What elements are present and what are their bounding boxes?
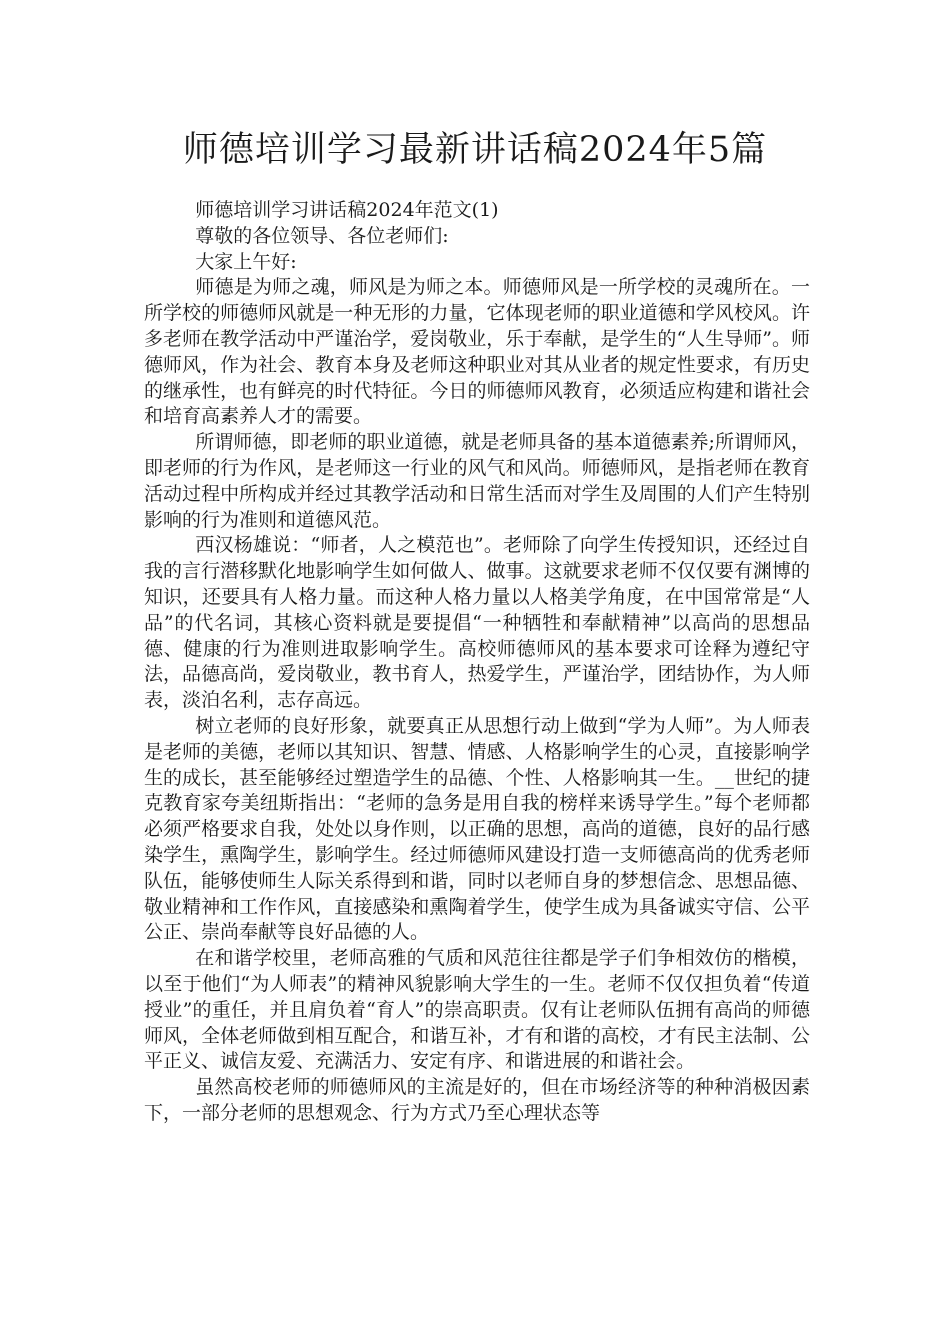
paragraph: 在和谐学校里，老师高雅的气质和风范往往都是学子们争相效仿的楷模，以至于他们“为人师表”的精神风貌影响大学生的一生。老师不仅仅担负着“传道授业”的重任，并且肩负着“育人”的崇高职责。仅有让老师队伍拥有高尚的师德师风，全体老师做到相互配合，和谐互补，才有和谐的高校，才有民主法制、公平正义、诚信友爱、充满活力、安定有序、和谐进展的和谐社会。: [144, 947, 810, 1073]
salutation: 尊敬的各位领导、各位老师们:: [195, 224, 449, 247]
paragraph: 西汉杨雄说：“师者，人之模范也”。老师除了向学生传授知识，还经过自我的言行潜移默化地影响学生如何做人、做事。这就要求老师不仅仅要有渊博的知识，还要具有人格力量。而这种人格力量以人格美学角度，在中国常常是“人品”的代名词，其核心资料就是要提倡“一种牺牲和奉献精神”以高尚的思想品德、健康的行为准则进取影响学生。高校师德师风的基本要求可诠释为遵纪守法，品德高尚，爱岗敬业，教书育人，热爱学生，严谨治学，团结协作，为人师表，淡泊名利，志存高远。: [144, 534, 810, 712]
document-body: [144, 198, 810, 1127]
paragraph: 虽然高校老师的师德师风的主流是好的，但在市场经济等的种种消极因素下，一部分老师的思想观念、行为方式乃至心理状态等: [144, 1076, 810, 1124]
greeting: 大家上午好:: [195, 250, 297, 273]
section-subtitle: 师德培训学习讲话稿2024年范文(1): [195, 199, 499, 221]
paragraph: 师德是为师之魂，师风是为师之本。师德师风是一所学校的灵魂所在。一所学校的师德师风就是一种无形的力量，它体现老师的职业道德和学风校风。许多老师在教学活动中严谨治学，爱岗敬业，乐于奉献，是学生的“人生导师”。师德师风，作为社会、教育本身及老师这种职业对其从业者的规定性要求，有历史的继承性，也有鲜亮的时代特征。今日的师德师风教育，必须适应构建和谐社会和培育高素养人才的需要。: [144, 276, 810, 428]
paragraph: 树立老师的良好形象，就要真正从思想行动上做到“学为人师”。为人师表是老师的美德，老师以其知识、智慧、情感、人格影响学生的心灵，直接影响学生的成长，甚至能够经过塑造学生的品德、个性、人格影响其一生。__世纪的捷克教育家夸美纽斯指出：“老师的急务是用自我的榜样来诱导学生。”每个老师都必须严格要求自我，处处以身作则，以正确的思想，高尚的道德，良好的品行感染学生，熏陶学生，影响学生。经过师德师风建设打造一支师德高尚的优秀老师队伍，能够使师生人际关系得到和谐，同时以老师自身的梦想信念、思想品德、敬业精神和工作作风，直接感染和熏陶着学生，使学生成为具备诚实守信、公平公正、崇尚奉献等良好品德的人。: [144, 714, 810, 944]
paragraph: 所谓师德，即老师的职业道德，就是老师具备的基本道德素养;所谓师风，即老师的行为作风，是老师这一行业的风气和风尚。师德师风，是指老师在教育活动过程中所构成并经过其教学活动和日常生活而对学生及周围的人们产生特别影响的行为准则和道德风范。: [144, 431, 810, 531]
document-title: 师德培训学习最新讲话稿2024年5篇: [182, 130, 768, 170]
